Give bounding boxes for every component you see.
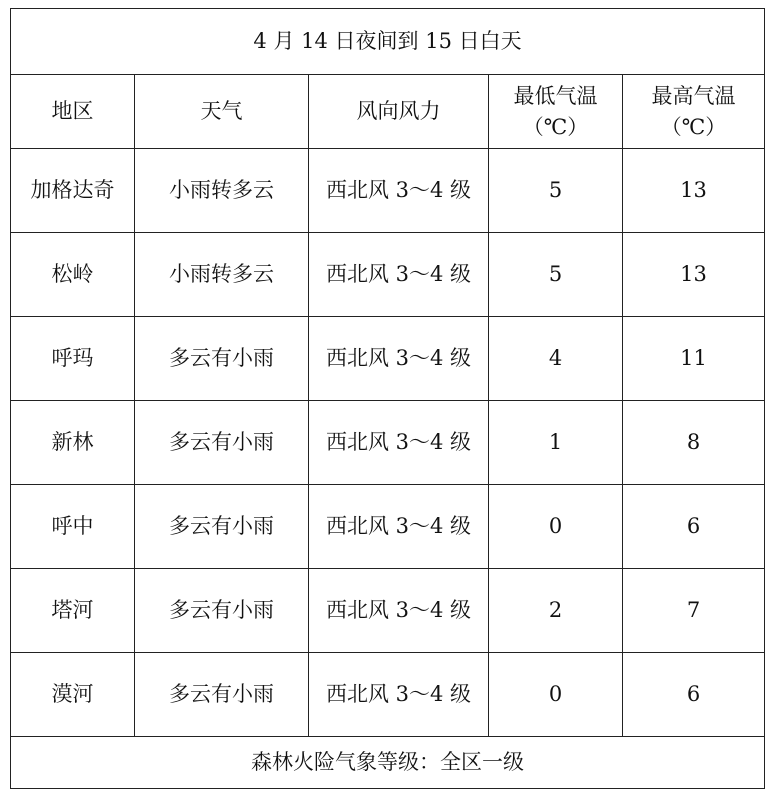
- min-temp-cell: 5: [489, 149, 623, 233]
- header-min-temp-unit: （℃）: [522, 114, 589, 139]
- min-temp-cell: 1: [489, 401, 623, 485]
- header-min-temp-label: 最低气温: [513, 84, 598, 109]
- weather-cell: 多云有小雨: [135, 485, 309, 569]
- max-temp-cell: 6: [623, 653, 765, 737]
- table-row: [11, 149, 765, 233]
- table-row: [11, 317, 765, 401]
- title-row: [11, 9, 765, 75]
- min-temp-cell: 2: [489, 569, 623, 653]
- header-wind: 风向风力: [309, 75, 489, 149]
- table-row: [11, 401, 765, 485]
- table-row: [11, 485, 765, 569]
- weather-cell: 小雨转多云: [135, 233, 309, 317]
- wind-cell: 西北风 3～4 级: [309, 653, 489, 737]
- max-temp-cell: 6: [623, 485, 765, 569]
- weather-cell: 多云有小雨: [135, 569, 309, 653]
- wind-cell: 西北风 3～4 级: [309, 485, 489, 569]
- max-temp-cell: 13: [623, 233, 765, 317]
- wind-cell: 西北风 3～4 级: [309, 233, 489, 317]
- region-cell: 呼中: [11, 485, 135, 569]
- region-cell: 呼玛: [11, 317, 135, 401]
- region-cell: 塔河: [11, 569, 135, 653]
- table-title: 4 月 14 日夜间到 15 日白天: [11, 9, 765, 75]
- region-cell: 漠河: [11, 653, 135, 737]
- weather-cell: 多云有小雨: [135, 401, 309, 485]
- header-min-temp: [489, 75, 623, 149]
- wind-cell: 西北风 3～4 级: [309, 317, 489, 401]
- max-temp-cell: 7: [623, 569, 765, 653]
- table-row: [11, 569, 765, 653]
- header-row: [11, 75, 765, 149]
- header-weather: 天气: [135, 75, 309, 149]
- table-row: [11, 653, 765, 737]
- fire-risk-note: 森林火险气象等级：全区一级: [11, 737, 765, 789]
- header-max-temp-unit: （℃）: [660, 114, 727, 139]
- table-row: [11, 233, 765, 317]
- wind-cell: 西北风 3～4 级: [309, 149, 489, 233]
- header-max-temp: [623, 75, 765, 149]
- footer-row: [11, 737, 765, 789]
- max-temp-cell: 13: [623, 149, 765, 233]
- min-temp-cell: 0: [489, 653, 623, 737]
- max-temp-cell: 8: [623, 401, 765, 485]
- weather-cell: 多云有小雨: [135, 653, 309, 737]
- header-max-temp-label: 最高气温: [651, 84, 736, 109]
- max-temp-cell: 11: [623, 317, 765, 401]
- header-region: 地区: [11, 75, 135, 149]
- weather-cell: 小雨转多云: [135, 149, 309, 233]
- wind-cell: 西北风 3～4 级: [309, 401, 489, 485]
- region-cell: 松岭: [11, 233, 135, 317]
- wind-cell: 西北风 3～4 级: [309, 569, 489, 653]
- min-temp-cell: 5: [489, 233, 623, 317]
- region-cell: 加格达奇: [11, 149, 135, 233]
- min-temp-cell: 4: [489, 317, 623, 401]
- region-cell: 新林: [11, 401, 135, 485]
- weather-cell: 多云有小雨: [135, 317, 309, 401]
- min-temp-cell: 0: [489, 485, 623, 569]
- forecast-table: [10, 8, 765, 789]
